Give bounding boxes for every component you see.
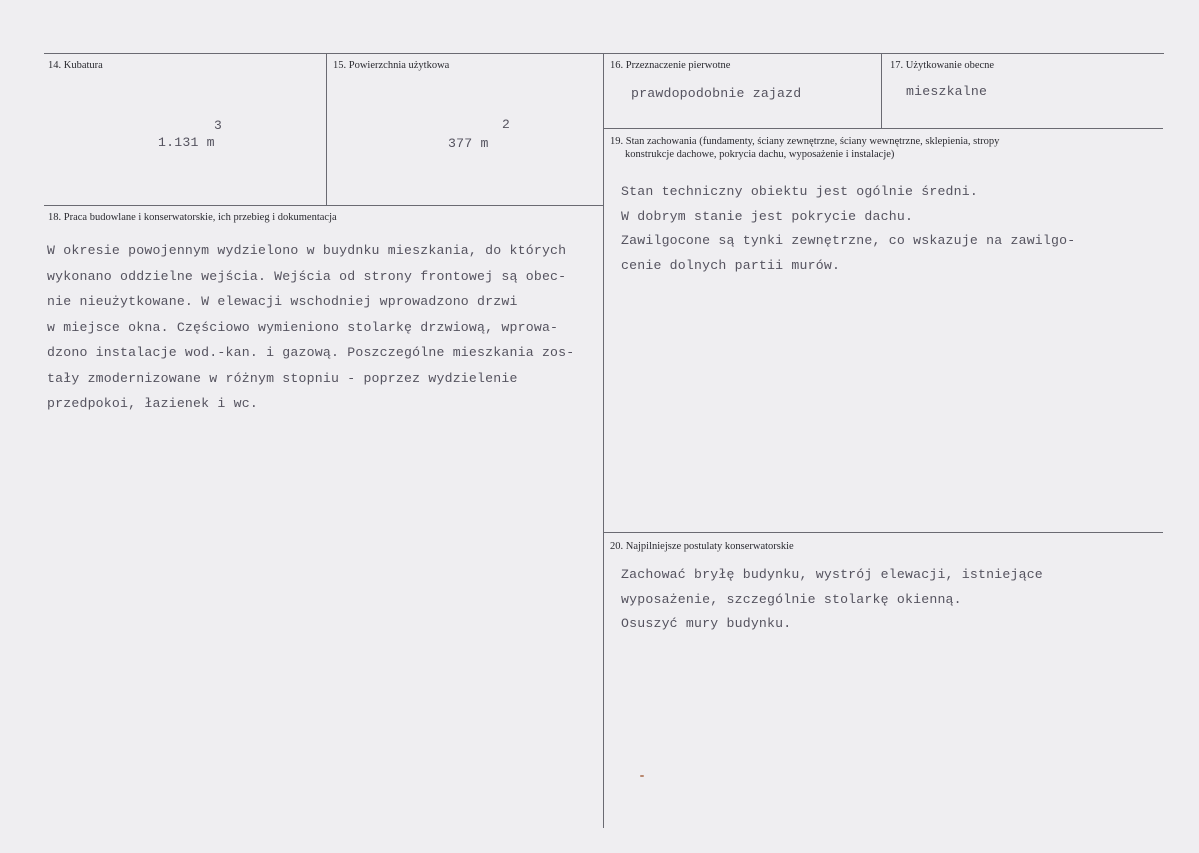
field20-line: wyposażenie, szczególnie stolarkę okienną. [621,591,962,607]
field19-label-line: 19. Stan zachowania (fundamenty, ściany zewnętrzne, ściany wewnętrzne, sklepienia, stropy [610,136,1000,147]
field14-15-divider-line [326,53,327,205]
field18-line: nie nieużytkowane. W elewacji wschodniej wprowadzono drzwi [47,294,518,309]
field17-label: 17. Użytkowanie obecne [890,60,995,71]
field20-label: 20. Najpilniejsze postulaty konserwatorskie [610,541,794,552]
field18-line: w miejsce okna. Częściowo wymieniono stolarkę drzwiową, wprowa- [47,319,559,335]
field14-value: 1.131 m [158,135,215,150]
left-section-divider-line [44,205,603,206]
field19-line: Stan techniczny obiektu jest ogólnie średni. [621,184,979,199]
field20-text [621,563,1043,637]
field14-label: 14. Kubatura [48,60,103,71]
field15-unit-exponent: 2 [502,117,510,132]
field20-divider-line [603,532,1163,533]
field17-value: mieszkalne [906,84,988,99]
field16-value: prawdopodobnie zajazd [631,86,802,101]
field18-line: tały zmodernizowane w różnym stopniu - poprzez wydzielenie [47,370,518,386]
field19-line: cenie dolnych partii murów. [621,257,841,273]
field18-line: wykonano oddzielne wejścia. Wejścia od strony frontowej są obec- [47,268,567,284]
field20-line: Osuszyć mury budynku. [621,616,792,631]
field18-label: 18. Praca budowlane i konserwatorskie, ich przebieg i dokumentacja [48,212,337,223]
field19-line: W dobrym stanie jest pokrycie dachu. [621,208,914,224]
right-section-divider-line [603,128,1163,129]
field19-label [610,135,999,161]
field16-label: 16. Przeznaczenie pierwotne [610,60,731,71]
field18-line: przedpokoi, łazienek i wc. [47,396,258,411]
top-border-line [44,53,1164,54]
field14-unit-exponent: 3 [214,118,222,133]
field19-label-line: konstrukcje dachowe, pokrycia dachu, wyposażenie i instalacje) [625,149,895,160]
field18-line: W okresie powojennym wydzielono w buydnku mieszkania, do których [47,243,567,258]
field20-line: Zachować bryłę budynku, wystrój elewacji, istniejące [621,567,1043,582]
field19-line: Zawilgocone są tynki zewnętrzne, co wskazuje na zawilgo- [621,233,1076,248]
field18-line: dzono instalacje wod.-kan. i gazową. Poszczególne mieszkania zos- [47,345,575,360]
field18-text [47,238,574,417]
field19-text [621,180,1075,278]
paper-speck [640,775,644,777]
field15-value: 377 m [448,136,489,151]
field16-17-divider-line [881,53,882,128]
center-divider-line [603,53,604,828]
field15-label: 15. Powierzchnia użytkowa [333,60,450,71]
